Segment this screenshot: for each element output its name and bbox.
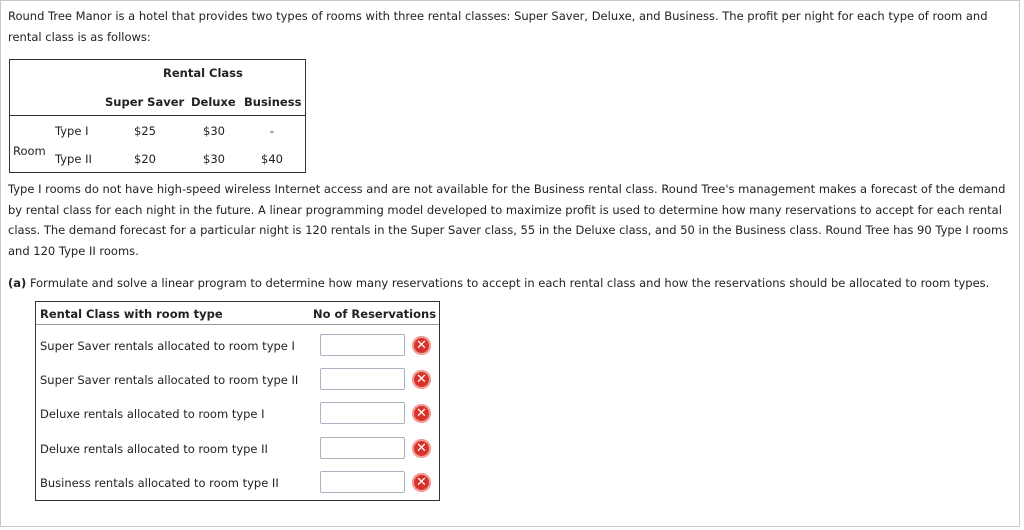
table-row bbox=[36, 334, 439, 364]
deluxe-type-i-input[interactable] bbox=[320, 402, 405, 424]
deluxe-type-ii-input[interactable] bbox=[320, 437, 405, 459]
question-part-label: (a) bbox=[8, 276, 27, 290]
incorrect-x-icon: ✕ bbox=[412, 404, 431, 423]
col-header-no-reservations: No of Reservations bbox=[313, 307, 437, 321]
cell-type-ii-deluxe: $30 bbox=[203, 152, 225, 166]
row-label: Business rentals allocated to room type II bbox=[40, 476, 279, 490]
incorrect-x-icon: ✕ bbox=[412, 336, 431, 355]
table-row bbox=[36, 437, 439, 467]
question-a bbox=[8, 273, 1013, 294]
profit-table bbox=[9, 59, 306, 173]
super-saver-type-ii-input[interactable] bbox=[320, 368, 405, 390]
room-label: Room bbox=[13, 144, 46, 158]
table-row bbox=[36, 368, 439, 398]
col-super-saver: Super Saver bbox=[105, 95, 185, 109]
row-label: Super Saver rentals allocated to room type I bbox=[40, 339, 295, 353]
row-label: Deluxe rentals allocated to room type I bbox=[40, 407, 265, 421]
incorrect-x-icon: ✕ bbox=[412, 370, 431, 389]
row-label: Deluxe rentals allocated to room type II bbox=[40, 442, 268, 456]
super-saver-type-i-input[interactable] bbox=[320, 334, 405, 356]
col-deluxe: Deluxe bbox=[191, 95, 236, 109]
cell-type-i-deluxe: $30 bbox=[203, 124, 225, 138]
table-row bbox=[36, 471, 439, 501]
table-header-divider bbox=[36, 324, 439, 325]
row-label-type-i: Type I bbox=[55, 124, 89, 138]
reservation-table bbox=[35, 301, 440, 501]
col-business: Business bbox=[244, 95, 302, 109]
problem-description: Type I rooms do not have high-speed wireless Internet access and are not available for the Business rental class. Round Tree's management makes a forecast of the demand by rental class for each night in the future. A linear programming model developed to maximize profit is used to determine how many reservations to accept for each rental class. The demand forecast for a particular night is 120 rentals in the Super Saver class, 55 in the Deluxe class, and 50 in the Business class. Round Tree has 90 Type I rooms and 120 Type II rooms. bbox=[8, 182, 1009, 258]
cell-type-ii-business: $40 bbox=[261, 152, 283, 166]
question-text: Formulate and solve a linear program to determine how many reservations to accept in each rental class and how the reservations should be allocated to room types. bbox=[29, 276, 990, 290]
header-divider bbox=[10, 115, 305, 116]
business-type-ii-input[interactable] bbox=[320, 471, 405, 493]
rental-class-header: Rental Class bbox=[163, 66, 243, 80]
incorrect-x-icon: ✕ bbox=[412, 473, 431, 492]
cell-type-i-super-saver: $25 bbox=[134, 124, 156, 138]
cell-type-ii-super-saver: $20 bbox=[134, 152, 156, 166]
row-label: Super Saver rentals allocated to room type II bbox=[40, 373, 299, 387]
cell-type-i-business: - bbox=[269, 124, 275, 138]
col-header-rental-class: Rental Class with room type bbox=[40, 307, 223, 321]
table-row bbox=[36, 402, 439, 432]
intro-text: Round Tree Manor is a hotel that provides two types of rooms with three rental classes: Super Saver, Deluxe, and Business. The profit per night for each type of room and rental class is as follows: bbox=[8, 9, 988, 44]
row-label-type-ii: Type II bbox=[55, 152, 92, 166]
incorrect-x-icon: ✕ bbox=[412, 439, 431, 458]
